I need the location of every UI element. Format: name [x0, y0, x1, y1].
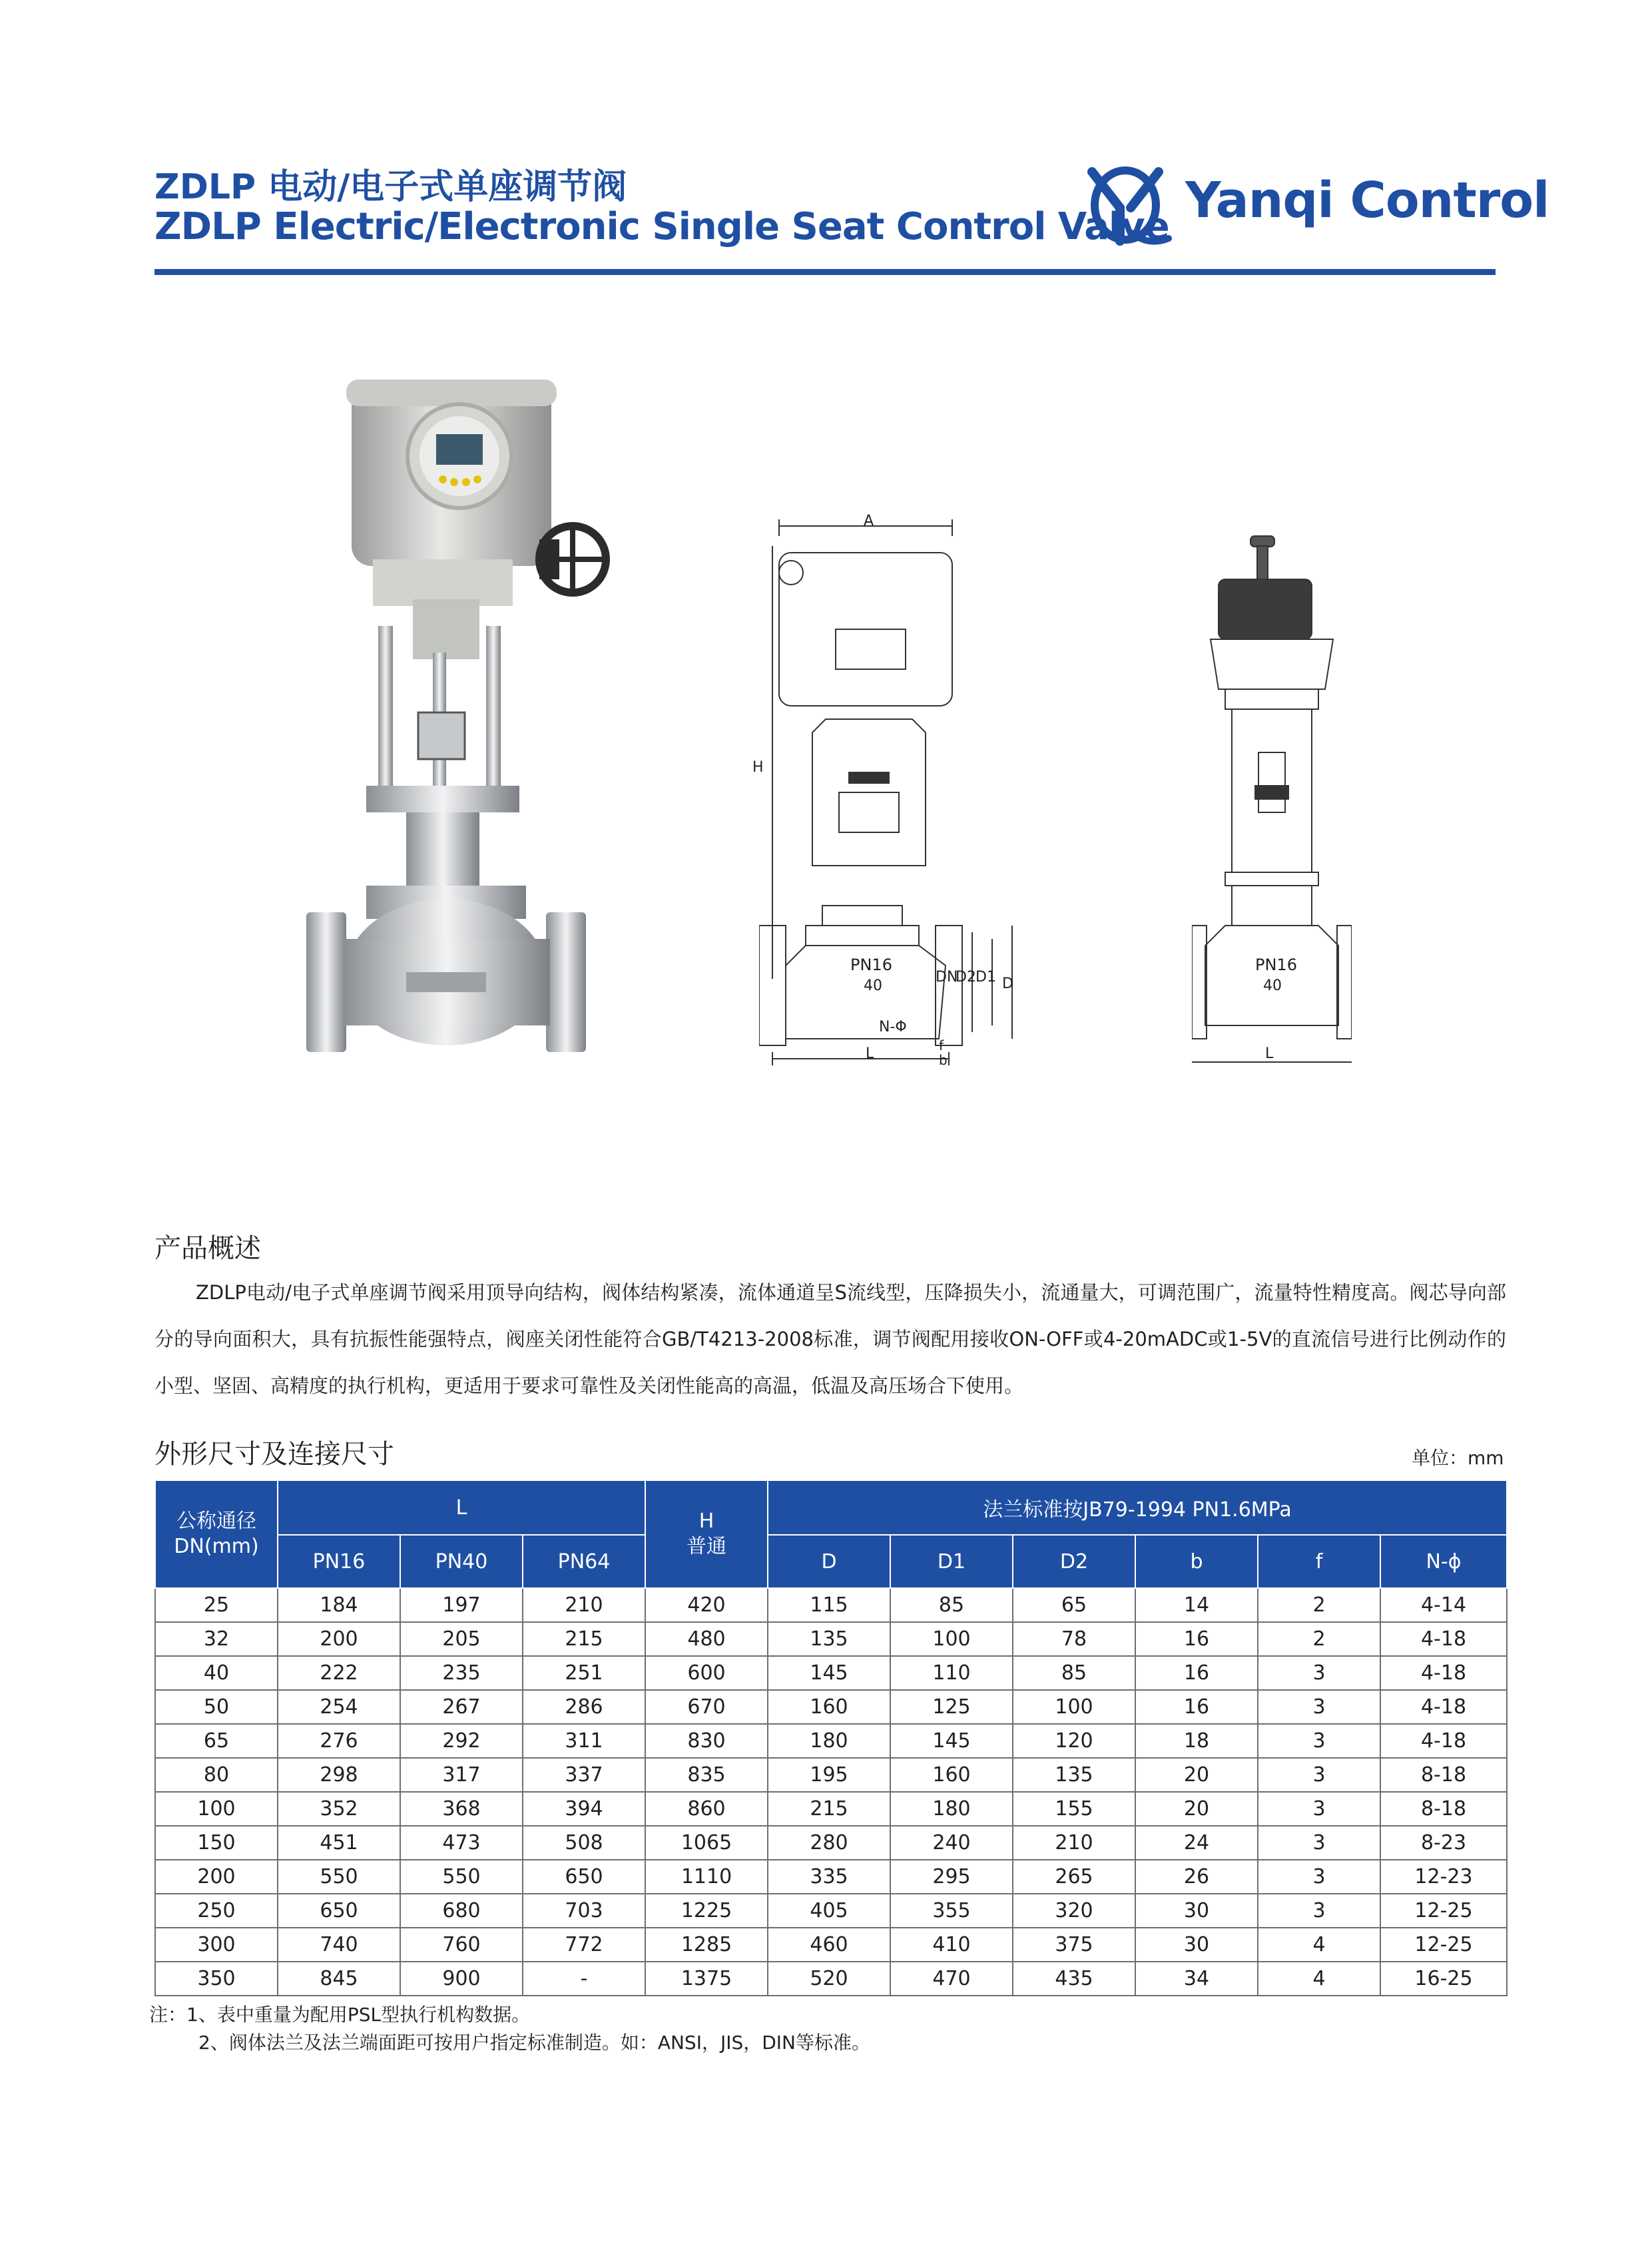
- table-cell: 215: [523, 1622, 645, 1656]
- table-row: [155, 1894, 1507, 1928]
- table-cell: 3: [1258, 1656, 1380, 1690]
- table-cell: 311: [523, 1724, 645, 1758]
- table-cell: 85: [890, 1588, 1013, 1622]
- dim-label-l-side: L: [1265, 1045, 1274, 1062]
- table-cell: 16: [1135, 1656, 1258, 1690]
- table-cell: 160: [768, 1690, 890, 1724]
- table-cell: 3: [1258, 1724, 1380, 1758]
- header-dn-line2: DN(mm): [174, 1535, 259, 1558]
- table-cell: 20: [1135, 1792, 1258, 1826]
- label-40-side: 40: [1263, 978, 1282, 994]
- table-cell: 251: [523, 1656, 645, 1690]
- table-cell: 295: [890, 1860, 1013, 1894]
- table-cell: 1110: [645, 1860, 768, 1894]
- table-cell: 222: [278, 1656, 400, 1690]
- note-2: 2、阀体法兰及法兰端面距可按用户指定标准制造。如：ANSI，JIS，DIN等标准。: [198, 2032, 871, 2054]
- table-cell: 100: [890, 1622, 1013, 1656]
- table-cell: 20: [1135, 1758, 1258, 1792]
- table-cell: 300: [155, 1928, 278, 1962]
- table-cell: 65: [1013, 1588, 1135, 1622]
- yanqi-logo-icon: [1085, 166, 1172, 250]
- table-cell: 16-25: [1380, 1962, 1507, 1996]
- header-l: L: [278, 1480, 645, 1535]
- dimensions-table: [154, 1480, 1508, 1996]
- table-cell: 760: [400, 1928, 523, 1962]
- table-cell: 680: [400, 1894, 523, 1928]
- table-cell: 78: [1013, 1622, 1135, 1656]
- table-row: [155, 1792, 1507, 1826]
- table-cell: 100: [155, 1792, 278, 1826]
- dim-label-dn: DN: [936, 969, 958, 985]
- table-cell: 267: [400, 1690, 523, 1724]
- table-cell: 8-18: [1380, 1758, 1507, 1792]
- table-cell: 25: [155, 1588, 278, 1622]
- table-cell: 18: [1135, 1724, 1258, 1758]
- table-cell: 215: [768, 1792, 890, 1826]
- table-cell: 120: [1013, 1724, 1135, 1758]
- table-cell: 830: [645, 1724, 768, 1758]
- dimensions-table-body: [155, 1588, 1507, 1996]
- notes: [149, 2001, 870, 2057]
- table-row: [155, 1928, 1507, 1962]
- table-cell: 210: [1013, 1826, 1135, 1860]
- table-cell: 860: [645, 1792, 768, 1826]
- table-cell: 200: [278, 1622, 400, 1656]
- table-cell: 24: [1135, 1826, 1258, 1860]
- table-cell: 451: [278, 1826, 400, 1860]
- table-cell: 703: [523, 1894, 645, 1928]
- table-cell: 394: [523, 1792, 645, 1826]
- table-cell: 670: [645, 1690, 768, 1724]
- table-cell: 8-18: [1380, 1792, 1507, 1826]
- dim-label-b: b: [939, 1052, 948, 1068]
- unit-label: 单位：mm: [1412, 1447, 1504, 1469]
- table-cell: 4-18: [1380, 1622, 1507, 1656]
- table-cell: 34: [1135, 1962, 1258, 1996]
- table-cell: 405: [768, 1894, 890, 1928]
- header-pn40: PN40: [400, 1535, 523, 1588]
- overview-paragraph: ZDLP电动/电子式单座调节阀采用顶导向结构，阀体结构紧凑，流体通道呈S流线型，压降损失小，流通量大，可调范围广，流量特性精度高。阀芯导向部分的导向面积大，具有抗振性能强特点，阀座关闭性能符合GB/T4213-2008标准，调节阀配用接收ON-OFF或4-20mADC或1-5V的直流信号进行比例动作的小型、坚固、高精度的执行机构，更适用于要求可靠性及关闭性能高的高温，低温及高压场合下使用。: [154, 1281, 1506, 1397]
- table-cell: 26: [1135, 1860, 1258, 1894]
- table-cell: 210: [523, 1588, 645, 1622]
- table-row: [155, 1860, 1507, 1894]
- table-cell: 3: [1258, 1792, 1380, 1826]
- table-cell: 4: [1258, 1962, 1380, 1996]
- table-cell: 85: [1013, 1656, 1135, 1690]
- table-cell: 286: [523, 1690, 645, 1724]
- overview-heading: 产品概述: [154, 1233, 261, 1264]
- table-cell: 600: [645, 1656, 768, 1690]
- table-cell: 355: [890, 1894, 1013, 1928]
- table-cell: 3: [1258, 1690, 1380, 1724]
- table-cell: 835: [645, 1758, 768, 1792]
- dim-label-d2: D2: [956, 969, 976, 985]
- label-40: 40: [864, 978, 882, 994]
- table-cell: 508: [523, 1826, 645, 1860]
- table-cell: 470: [890, 1962, 1013, 1996]
- table-cell: 350: [155, 1962, 278, 1996]
- table-cell: 155: [1013, 1792, 1135, 1826]
- table-cell: 50: [155, 1690, 278, 1724]
- header-d1: D1: [890, 1535, 1013, 1588]
- table-cell: 180: [768, 1724, 890, 1758]
- table-cell: 320: [1013, 1894, 1135, 1928]
- valve-product-photo: [306, 373, 653, 1079]
- table-cell: 145: [890, 1724, 1013, 1758]
- table-cell: 135: [768, 1622, 890, 1656]
- table-cell: 1065: [645, 1826, 768, 1860]
- table-cell: 375: [1013, 1928, 1135, 1962]
- header-h-line2: 普通: [687, 1535, 727, 1558]
- table-cell: 80: [155, 1758, 278, 1792]
- table-cell: 250: [155, 1894, 278, 1928]
- table-cell: 65: [155, 1724, 278, 1758]
- dim-label-f: f: [939, 1037, 944, 1053]
- table-cell: 180: [890, 1792, 1013, 1826]
- label-pn16: PN16: [850, 956, 892, 974]
- dim-label-d1: D1: [975, 969, 996, 985]
- table-cell: 276: [278, 1724, 400, 1758]
- table-row: [155, 1826, 1507, 1860]
- front-elevation-drawing: [759, 506, 1039, 1079]
- table-cell: 460: [768, 1928, 890, 1962]
- table-cell: 435: [1013, 1962, 1135, 1996]
- page-title-english: ZDLP Electric/Electronic Single Seat Control Valve: [154, 205, 1169, 248]
- table-cell: 3: [1258, 1826, 1380, 1860]
- table-cell: 845: [278, 1962, 400, 1996]
- table-cell: 265: [1013, 1860, 1135, 1894]
- table-cell: 4-14: [1380, 1588, 1507, 1622]
- dim-label-h: H: [752, 759, 764, 776]
- table-cell: 195: [768, 1758, 890, 1792]
- table-cell: 12-25: [1380, 1894, 1507, 1928]
- page-title-chinese: ZDLP 电动/电子式单座调节阀: [154, 167, 627, 207]
- header-flange-standard: 法兰标准按JB79-1994 PN1.6MPa: [768, 1480, 1507, 1535]
- table-cell: 110: [890, 1656, 1013, 1690]
- table-cell: 150: [155, 1826, 278, 1860]
- table-row: [155, 1758, 1507, 1792]
- table-cell: 292: [400, 1724, 523, 1758]
- table-cell: 550: [400, 1860, 523, 1894]
- table-cell: 16: [1135, 1690, 1258, 1724]
- table-cell: 650: [523, 1860, 645, 1894]
- table-cell: 184: [278, 1588, 400, 1622]
- table-cell: 200: [155, 1860, 278, 1894]
- table-cell: 240: [890, 1826, 1013, 1860]
- header-b: b: [1135, 1535, 1258, 1588]
- table-cell: 352: [278, 1792, 400, 1826]
- table-row: [155, 1724, 1507, 1758]
- table-cell: 772: [523, 1928, 645, 1962]
- table-cell: 115: [768, 1588, 890, 1622]
- table-cell: 368: [400, 1792, 523, 1826]
- table-cell: 740: [278, 1928, 400, 1962]
- table-cell: 30: [1135, 1894, 1258, 1928]
- table-cell: 12-25: [1380, 1928, 1507, 1962]
- header-pn16: PN16: [278, 1535, 400, 1588]
- header-h-line1: H: [698, 1510, 714, 1533]
- side-elevation-drawing: [1192, 533, 1352, 1079]
- table-cell: 40: [155, 1656, 278, 1690]
- table-cell: 197: [400, 1588, 523, 1622]
- table-cell: 3: [1258, 1894, 1380, 1928]
- table-cell: 280: [768, 1826, 890, 1860]
- table-cell: 900: [400, 1962, 523, 1996]
- table-cell: 317: [400, 1758, 523, 1792]
- table-cell: 235: [400, 1656, 523, 1690]
- table-cell: 1285: [645, 1928, 768, 1962]
- table-cell: 2: [1258, 1622, 1380, 1656]
- table-cell: 480: [645, 1622, 768, 1656]
- table-cell: 520: [768, 1962, 890, 1996]
- note-1: 注：1、表中重量为配用PSL型执行机构数据。: [149, 2004, 531, 2026]
- table-cell: 32: [155, 1622, 278, 1656]
- dim-label-a: A: [864, 513, 874, 529]
- table-cell: 2: [1258, 1588, 1380, 1622]
- table-cell: 145: [768, 1656, 890, 1690]
- table-cell: 3: [1258, 1758, 1380, 1792]
- table-cell: 30: [1135, 1928, 1258, 1962]
- header-dn-line1: 公称通径: [176, 1510, 256, 1533]
- table-cell: 4-18: [1380, 1656, 1507, 1690]
- table-cell: 135: [1013, 1758, 1135, 1792]
- table-cell: 4-18: [1380, 1724, 1507, 1758]
- header-dn: [155, 1480, 278, 1588]
- table-cell: 335: [768, 1860, 890, 1894]
- table-cell: 254: [278, 1690, 400, 1724]
- table-row: [155, 1622, 1507, 1656]
- brand-name: Yanqi Control: [1185, 172, 1549, 229]
- label-n-phi: N-Φ: [879, 1019, 907, 1035]
- label-pn16-side: PN16: [1255, 956, 1297, 974]
- table-cell: 4-18: [1380, 1690, 1507, 1724]
- table-cell: 473: [400, 1826, 523, 1860]
- header-pn64: PN64: [523, 1535, 645, 1588]
- table-cell: -: [523, 1962, 645, 1996]
- header-d2: D2: [1013, 1535, 1135, 1588]
- dim-label-l: L: [866, 1045, 874, 1062]
- header-d: D: [768, 1535, 890, 1588]
- table-cell: 12-23: [1380, 1860, 1507, 1894]
- table-cell: 420: [645, 1588, 768, 1622]
- table-row: [155, 1690, 1507, 1724]
- table-cell: 16: [1135, 1622, 1258, 1656]
- dim-label-d: D: [1002, 976, 1013, 992]
- table-row: [155, 1588, 1507, 1622]
- table-cell: 205: [400, 1622, 523, 1656]
- table-cell: 14: [1135, 1588, 1258, 1622]
- table-cell: 550: [278, 1860, 400, 1894]
- header-n-phi: N-ϕ: [1380, 1535, 1507, 1588]
- table-cell: 160: [890, 1758, 1013, 1792]
- header-divider: [154, 269, 1496, 275]
- table-cell: 298: [278, 1758, 400, 1792]
- table-cell: 650: [278, 1894, 400, 1928]
- table-cell: 410: [890, 1928, 1013, 1962]
- table-cell: 8-23: [1380, 1826, 1507, 1860]
- dimensions-heading: 外形尺寸及连接尺寸: [154, 1439, 394, 1470]
- table-cell: 1375: [645, 1962, 768, 1996]
- table-cell: 337: [523, 1758, 645, 1792]
- table-row: [155, 1656, 1507, 1690]
- header-h: [645, 1480, 768, 1588]
- table-cell: 4: [1258, 1928, 1380, 1962]
- table-cell: 1225: [645, 1894, 768, 1928]
- table-row: [155, 1962, 1507, 1996]
- header-f: f: [1258, 1535, 1380, 1588]
- table-cell: 3: [1258, 1860, 1380, 1894]
- table-cell: 125: [890, 1690, 1013, 1724]
- table-cell: 100: [1013, 1690, 1135, 1724]
